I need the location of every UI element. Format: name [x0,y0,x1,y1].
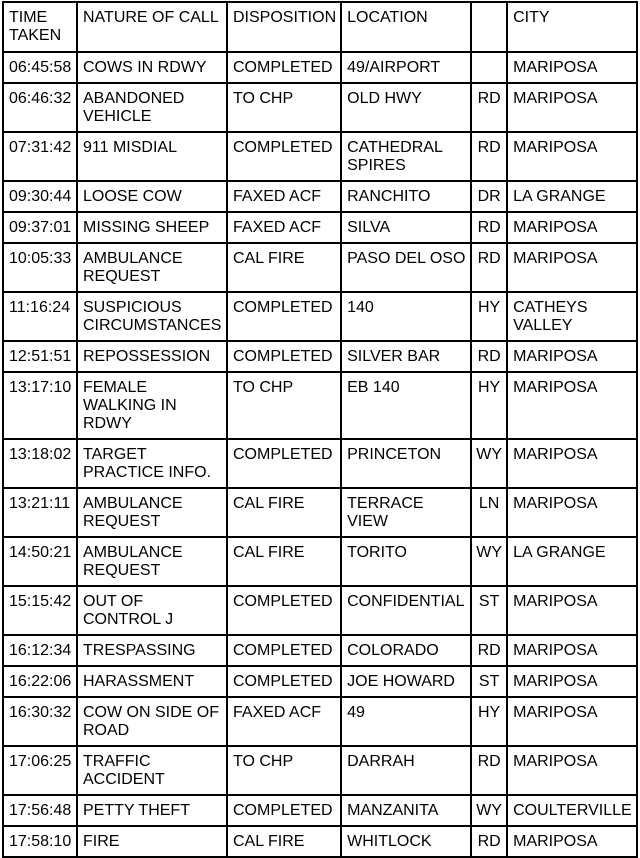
disposition-cell: COMPLETED [227,795,341,826]
location-cell: PRINCETON [341,439,471,488]
location-cell: OLD HWY [341,83,471,132]
disposition-cell: COMPLETED [227,586,341,635]
table-row [3,537,637,586]
nature-cell: COW ON SIDE OF ROAD [77,697,227,746]
disposition-cell: COMPLETED [227,666,341,697]
nature-cell: COWS IN RDWY [77,52,227,83]
city-cell: MARIPOSA [507,586,637,635]
city-cell: MARIPOSA [507,243,637,292]
location-cell: DARRAH [341,746,471,795]
street-suffix-cell: WY [471,795,507,826]
time-cell: 16:30:32 [3,697,77,746]
street-suffix-cell: RD [471,341,507,372]
street-suffix-cell: RD [471,83,507,132]
city-cell: MARIPOSA [507,746,637,795]
street-suffix-cell [471,52,507,83]
time-cell: 13:18:02 [3,439,77,488]
disposition-cell: COMPLETED [227,52,341,83]
table-row [3,292,637,341]
nature-cell: REPOSSESSION [77,341,227,372]
nature-cell: OUT OF CONTROL J [77,586,227,635]
location-cell: 49/AIRPORT [341,52,471,83]
time-cell: 10:05:33 [3,243,77,292]
disposition-cell: TO CHP [227,746,341,795]
time-cell: 17:56:48 [3,795,77,826]
table-row [3,243,637,292]
location-cell: PASO DEL OSO [341,243,471,292]
header-street-suffix [471,2,507,52]
time-cell: 12:51:51 [3,341,77,372]
street-suffix-cell: RD [471,826,507,857]
nature-cell: AMBULANCE REQUEST [77,488,227,537]
street-suffix-cell: ST [471,586,507,635]
street-suffix-cell: HY [471,292,507,341]
city-cell: MARIPOSA [507,212,637,243]
disposition-cell: COMPLETED [227,439,341,488]
nature-cell: TRESPASSING [77,635,227,666]
table-row [3,826,637,857]
disposition-cell: TO CHP [227,372,341,439]
nature-cell: AMBULANCE REQUEST [77,537,227,586]
time-cell: 17:58:10 [3,826,77,857]
header-row [3,2,637,52]
header-nature-of-call: NATURE OF CALL [77,2,227,52]
location-cell: EB 140 [341,372,471,439]
time-cell: 13:21:11 [3,488,77,537]
city-cell: CATHEYS VALLEY [507,292,637,341]
time-cell: 16:22:06 [3,666,77,697]
table-row [3,439,637,488]
table-row [3,586,637,635]
city-cell: MARIPOSA [507,826,637,857]
table-row [3,488,637,537]
time-cell: 14:50:21 [3,537,77,586]
location-cell: CONFIDENTIAL [341,586,471,635]
table-row [3,635,637,666]
city-cell: MARIPOSA [507,341,637,372]
disposition-cell: FAXED ACF [227,697,341,746]
table-row [3,132,637,181]
time-cell: 09:37:01 [3,212,77,243]
table-row [3,697,637,746]
location-cell: TORITO [341,537,471,586]
city-cell: LA GRANGE [507,181,637,212]
time-cell: 16:12:34 [3,635,77,666]
table-row [3,341,637,372]
city-cell: MARIPOSA [507,83,637,132]
disposition-cell: COMPLETED [227,292,341,341]
nature-cell: HARASSMENT [77,666,227,697]
city-cell: MARIPOSA [507,439,637,488]
time-cell: 06:45:58 [3,52,77,83]
disposition-cell: FAXED ACF [227,212,341,243]
street-suffix-cell: WY [471,537,507,586]
header-location: LOCATION [341,2,471,52]
disposition-cell: COMPLETED [227,132,341,181]
nature-cell: SUSPICIOUS CIRCUMSTANCES [77,292,227,341]
time-cell: 09:30:44 [3,181,77,212]
location-cell: 49 [341,697,471,746]
disposition-cell: FAXED ACF [227,181,341,212]
street-suffix-cell: ST [471,666,507,697]
table-row [3,372,637,439]
disposition-cell: COMPLETED [227,341,341,372]
city-cell: COULTERVILLE [507,795,637,826]
nature-cell: PETTY THEFT [77,795,227,826]
city-cell: MARIPOSA [507,697,637,746]
header-disposition: DISPOSITION [227,2,341,52]
location-cell: SILVER BAR [341,341,471,372]
city-cell: MARIPOSA [507,488,637,537]
location-cell: SILVA [341,212,471,243]
nature-cell: MISSING SHEEP [77,212,227,243]
disposition-cell: TO CHP [227,83,341,132]
street-suffix-cell: RD [471,132,507,181]
street-suffix-cell: DR [471,181,507,212]
nature-cell: FIRE [77,826,227,857]
table-row [3,83,637,132]
location-cell: 140 [341,292,471,341]
call-log-body [3,52,637,857]
city-cell: MARIPOSA [507,666,637,697]
disposition-cell: CAL FIRE [227,537,341,586]
street-suffix-cell: WY [471,439,507,488]
city-cell: MARIPOSA [507,52,637,83]
table-row [3,52,637,83]
table-row [3,181,637,212]
city-cell: MARIPOSA [507,372,637,439]
street-suffix-cell: HY [471,372,507,439]
location-cell: JOE HOWARD [341,666,471,697]
table-row [3,212,637,243]
street-suffix-cell: RD [471,635,507,666]
nature-cell: AMBULANCE REQUEST [77,243,227,292]
time-cell: 13:17:10 [3,372,77,439]
table-row [3,666,637,697]
nature-cell: FEMALE WALKING IN RDWY [77,372,227,439]
disposition-cell: CAL FIRE [227,826,341,857]
street-suffix-cell: RD [471,212,507,243]
nature-cell: 911 MISDIAL [77,132,227,181]
call-log-table [2,1,638,858]
city-cell: MARIPOSA [507,635,637,666]
city-cell: MARIPOSA [507,132,637,181]
time-cell: 11:16:24 [3,292,77,341]
header-time-taken: TIME TAKEN [3,2,77,52]
time-cell: 06:46:32 [3,83,77,132]
street-suffix-cell: HY [471,697,507,746]
nature-cell: ABANDONED VEHICLE [77,83,227,132]
table-row [3,746,637,795]
time-cell: 17:06:25 [3,746,77,795]
street-suffix-cell: LN [471,488,507,537]
city-cell: LA GRANGE [507,537,637,586]
nature-cell: TRAFFIC ACCIDENT [77,746,227,795]
location-cell: TERRACE VIEW [341,488,471,537]
nature-cell: LOOSE COW [77,181,227,212]
street-suffix-cell: RD [471,243,507,292]
location-cell: RANCHITO [341,181,471,212]
time-cell: 15:15:42 [3,586,77,635]
disposition-cell: COMPLETED [227,635,341,666]
header-city: CITY [507,2,637,52]
disposition-cell: CAL FIRE [227,243,341,292]
disposition-cell: CAL FIRE [227,488,341,537]
street-suffix-cell: RD [471,746,507,795]
location-cell: CATHEDRAL SPIRES [341,132,471,181]
location-cell: MANZANITA [341,795,471,826]
table-row [3,795,637,826]
location-cell: WHITLOCK [341,826,471,857]
nature-cell: TARGET PRACTICE INFO. [77,439,227,488]
time-cell: 07:31:42 [3,132,77,181]
location-cell: COLORADO [341,635,471,666]
